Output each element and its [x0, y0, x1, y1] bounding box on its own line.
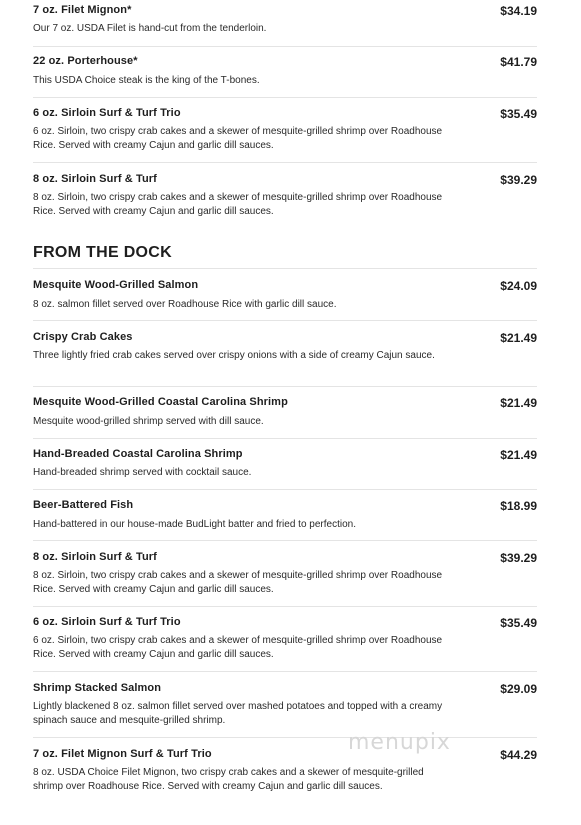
item-name: 7 oz. Filet Mignon*	[33, 4, 132, 16]
divider	[33, 162, 537, 163]
divider	[33, 97, 537, 98]
divider	[33, 46, 537, 47]
item-price: $39.29	[500, 173, 537, 187]
item-name: 7 oz. Filet Mignon Surf & Turf Trio	[33, 748, 212, 760]
item-name: Crispy Crab Cakes	[33, 331, 133, 343]
divider	[33, 268, 537, 269]
item-name: 22 oz. Porterhouse*	[33, 55, 138, 67]
divider	[33, 489, 537, 490]
item-description: Lightly blackened 8 oz. salmon fillet served over mashed potatoes and topped with a creamy spinach sauce and mesquite-grilled shrimp.	[33, 701, 443, 726]
item-price: $35.49	[500, 107, 537, 121]
item-name: 8 oz. Sirloin Surf & Turf	[33, 173, 157, 185]
divider	[33, 606, 537, 607]
item-price: $21.49	[500, 448, 537, 462]
item-name: 6 oz. Sirloin Surf & Turf Trio	[33, 107, 181, 119]
item-price: $29.09	[500, 682, 537, 696]
item-description: 6 oz. Sirloin, two crispy crab cakes and a skewer of mesquite-grilled shrimp over Roadhouse Rice. Served with creamy Cajun and garlic dill sauces.	[33, 635, 443, 660]
item-price: $21.49	[500, 331, 537, 345]
item-price: $34.19	[500, 4, 537, 18]
item-name: Mesquite Wood-Grilled Salmon	[33, 279, 199, 291]
item-description: Hand-battered in our house-made BudLight batter and fried to perfection.	[33, 519, 356, 530]
item-price: $41.79	[500, 55, 537, 69]
divider	[33, 386, 537, 387]
item-description: Mesquite wood-grilled shrimp served with dill sauce.	[33, 416, 264, 427]
item-name: Shrimp Stacked Salmon	[33, 682, 162, 694]
divider	[33, 320, 537, 321]
divider	[33, 737, 537, 738]
divider	[33, 438, 537, 439]
item-price: $35.49	[500, 616, 537, 630]
item-description: 8 oz. USDA Choice Filet Mignon, two crispy crab cakes and a skewer of mesquite-grilled shrimp over Roadhouse Rice. Served with creamy Cajun and garlic dill sauces.	[33, 767, 424, 792]
item-price: $44.29	[500, 748, 537, 762]
item-description: Three lightly fried crab cakes served over crispy onions with a side of creamy Cajun sauce.	[33, 350, 435, 361]
item-name: Mesquite Wood-Grilled Coastal Carolina Shrimp	[33, 396, 288, 408]
divider	[33, 671, 537, 672]
item-description: 8 oz. Sirloin, two crispy crab cakes and a skewer of mesquite-grilled shrimp over Roadhouse Rice. Served with creamy Cajun and garlic dill sauces.	[33, 570, 443, 595]
item-description: 8 oz. salmon fillet served over Roadhouse Rice with garlic dill sauce.	[33, 299, 337, 310]
item-price: $18.99	[500, 499, 537, 513]
item-description: 6 oz. Sirloin, two crispy crab cakes and a skewer of mesquite-grilled shrimp over Roadhouse Rice. Served with creamy Cajun and garlic dill sauces.	[33, 126, 443, 151]
divider	[33, 540, 537, 541]
item-name: Hand-Breaded Coastal Carolina Shrimp	[33, 448, 243, 460]
item-name: 8 oz. Sirloin Surf & Turf	[33, 551, 157, 563]
menupix-watermark: menupix	[348, 730, 451, 755]
item-price: $39.29	[500, 551, 537, 565]
section-title: FROM THE DOCK	[33, 244, 173, 261]
item-price: $21.49	[500, 396, 537, 410]
item-name: 6 oz. Sirloin Surf & Turf Trio	[33, 616, 181, 628]
item-description: Hand-breaded shrimp served with cocktail sauce.	[33, 467, 252, 478]
item-description: This USDA Choice steak is the king of the T-bones.	[33, 75, 260, 86]
item-name: Beer-Battered Fish	[33, 499, 134, 511]
item-description: Our 7 oz. USDA Filet is hand-cut from the tenderloin.	[33, 23, 267, 34]
item-description: 8 oz. Sirloin, two crispy crab cakes and a skewer of mesquite-grilled shrimp over Roadhouse Rice. Served with creamy Cajun and garlic dill sauces.	[33, 192, 443, 217]
item-price: $24.09	[500, 279, 537, 293]
